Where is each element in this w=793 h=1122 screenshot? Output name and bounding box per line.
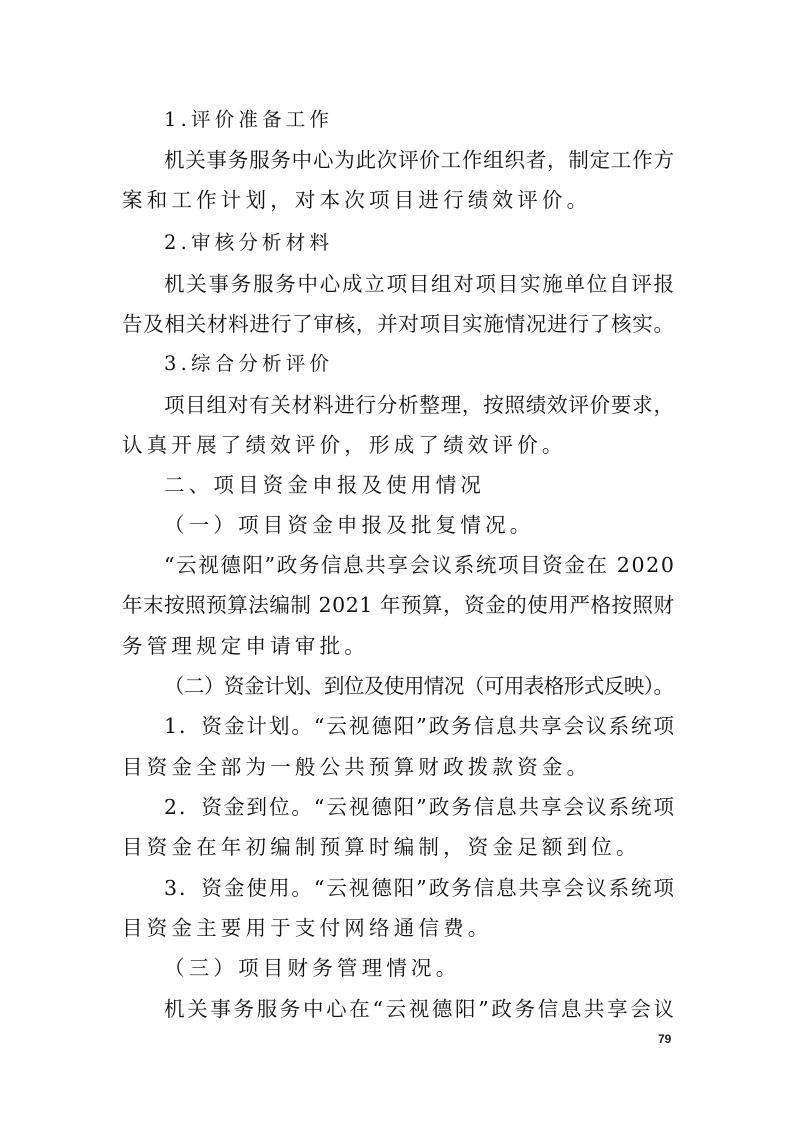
paragraph-line: 目资金全部为一般公共预算财政拨款资金。 <box>122 755 592 779</box>
paragraph-line: 目资金在年初编制预算时编制，资金足额到位。 <box>122 835 641 859</box>
section-heading-comprehensive-analysis: 3.综合分析评价 <box>164 352 334 375</box>
paragraph-line: 年末按照预算法编制 2021 年预算，资金的使用严格按照财 <box>122 593 675 617</box>
section-heading-review-materials: 2.审核分析材料 <box>164 231 334 254</box>
paragraph-line: 2．资金到位。“云视德阳”政务信息共享会议系统项 <box>164 795 677 819</box>
section-heading-evaluation-prep: 1.评价准备工作 <box>164 108 334 131</box>
subsection-heading-financial-management: （三）项目财务管理情况。 <box>164 956 461 980</box>
paragraph-line: “云视德阳”政务信息共享会议系统项目资金在 2020 <box>164 553 676 577</box>
paragraph-line: 机关事务服务中心成立项目组对项目实施单位自评报 <box>164 272 676 296</box>
paragraph-line: 3．资金使用。“云视德阳”政务信息共享会议系统项 <box>164 876 677 900</box>
paragraph-line: 案和工作计划，对本次项目进行绩效评价。 <box>122 188 592 212</box>
subsection-heading-application: （一）项目资金申报及批复情况。 <box>164 513 535 537</box>
paragraph-line: 告及相关材料进行了审核，并对项目实施情况进行了核实。 <box>122 312 675 336</box>
paragraph-line: 1．资金计划。“云视德阳”政务信息共享会议系统项 <box>164 714 677 738</box>
subsection-heading-fund-plan: （二）资金计划、到位及使用情况（可用表格形式反映）。 <box>164 674 674 698</box>
paragraph-line: 机关事务服务中心在“云视德阳”政务信息共享会议 <box>164 997 677 1021</box>
paragraph-line: 机关事务服务中心为此次评价工作组织者，制定工作方 <box>164 148 675 172</box>
page-number: 79 <box>658 1032 672 1046</box>
paragraph-line: 项目组对有关材料进行分析整理，按照绩效评价要求， <box>164 393 675 417</box>
chapter-heading-funds: 二、项目资金申报及使用情况 <box>164 473 486 497</box>
paragraph-line: 认真开展了绩效评价，形成了绩效评价。 <box>122 433 567 457</box>
paragraph-line: 务管理规定申请审批。 <box>122 634 369 658</box>
paragraph-line: 目资金主要用于支付网络通信费。 <box>122 916 493 940</box>
